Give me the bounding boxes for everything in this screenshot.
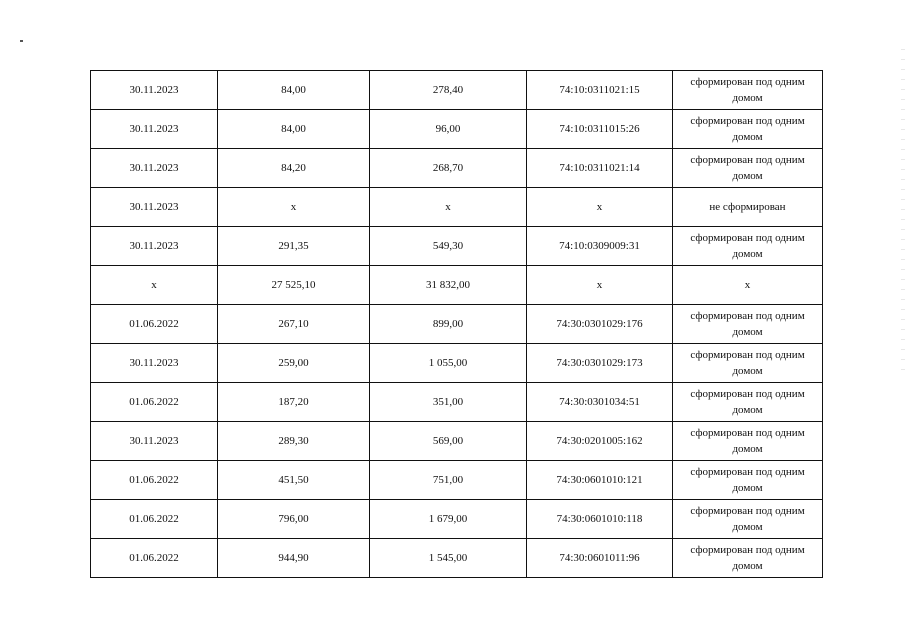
- area-cell: 451,50: [218, 461, 370, 500]
- cadastral-number-cell: x: [527, 266, 673, 305]
- cadastral-number-cell: 74:10:0309009:31: [527, 227, 673, 266]
- date-cell: 30.11.2023: [91, 422, 218, 461]
- table-row: [91, 149, 823, 188]
- table-row: [91, 344, 823, 383]
- status-cell: сформирован под одним домом: [673, 149, 823, 188]
- table-row: [91, 539, 823, 578]
- date-cell: 30.11.2023: [91, 344, 218, 383]
- area-cell: 27 525,10: [218, 266, 370, 305]
- area-cell: 351,00: [370, 383, 527, 422]
- date-cell: 01.06.2022: [91, 383, 218, 422]
- area-cell: 259,00: [218, 344, 370, 383]
- table-row: [91, 422, 823, 461]
- date-cell: 01.06.2022: [91, 539, 218, 578]
- status-cell: не сформирован: [673, 188, 823, 227]
- cadastral-number-cell: x: [527, 188, 673, 227]
- area-cell: 1 679,00: [370, 500, 527, 539]
- date-cell: 30.11.2023: [91, 188, 218, 227]
- table-body: [91, 71, 823, 578]
- status-cell: сформирован под одним домом: [673, 383, 823, 422]
- area-cell: 751,00: [370, 461, 527, 500]
- cadastral-number-cell: 74:10:0311021:14: [527, 149, 673, 188]
- date-cell: x: [91, 266, 218, 305]
- cadastral-number-cell: 74:10:0311015:26: [527, 110, 673, 149]
- area-cell: x: [370, 188, 527, 227]
- area-cell: 1 545,00: [370, 539, 527, 578]
- area-cell: x: [218, 188, 370, 227]
- cadastral-number-cell: 74:30:0201005:162: [527, 422, 673, 461]
- status-cell: сформирован под одним домом: [673, 461, 823, 500]
- area-cell: 549,30: [370, 227, 527, 266]
- cadastral-number-cell: 74:30:0601011:96: [527, 539, 673, 578]
- cadastral-number-cell: 74:30:0601010:118: [527, 500, 673, 539]
- status-cell: сформирован под одним домом: [673, 110, 823, 149]
- table-row: [91, 461, 823, 500]
- date-cell: 30.11.2023: [91, 149, 218, 188]
- area-cell: 84,20: [218, 149, 370, 188]
- scan-edge-noise: [901, 40, 905, 370]
- date-cell: 30.11.2023: [91, 110, 218, 149]
- status-cell: сформирован под одним домом: [673, 305, 823, 344]
- cadastral-number-cell: 74:30:0301029:173: [527, 344, 673, 383]
- table-row: [91, 500, 823, 539]
- area-cell: 268,70: [370, 149, 527, 188]
- area-cell: 899,00: [370, 305, 527, 344]
- table-row: [91, 188, 823, 227]
- status-cell: сформирован под одним домом: [673, 539, 823, 578]
- area-cell: 31 832,00: [370, 266, 527, 305]
- date-cell: 01.06.2022: [91, 461, 218, 500]
- area-cell: 289,30: [218, 422, 370, 461]
- scan-speck: [20, 40, 23, 42]
- area-cell: 84,00: [218, 71, 370, 110]
- area-cell: 96,00: [370, 110, 527, 149]
- area-cell: 267,10: [218, 305, 370, 344]
- area-cell: 796,00: [218, 500, 370, 539]
- cadastral-number-cell: 74:30:0301034:51: [527, 383, 673, 422]
- cadastral-number-cell: 74:10:0311021:15: [527, 71, 673, 110]
- area-cell: 569,00: [370, 422, 527, 461]
- data-table: [90, 70, 823, 578]
- date-cell: 30.11.2023: [91, 227, 218, 266]
- area-cell: 944,90: [218, 539, 370, 578]
- status-cell: x: [673, 266, 823, 305]
- table-row: [91, 71, 823, 110]
- table-row: [91, 383, 823, 422]
- cadastral-number-cell: 74:30:0301029:176: [527, 305, 673, 344]
- status-cell: сформирован под одним домом: [673, 344, 823, 383]
- date-cell: 01.06.2022: [91, 500, 218, 539]
- table-row: [91, 305, 823, 344]
- status-cell: сформирован под одним домом: [673, 71, 823, 110]
- status-cell: сформирован под одним домом: [673, 227, 823, 266]
- date-cell: 01.06.2022: [91, 305, 218, 344]
- status-cell: сформирован под одним домом: [673, 500, 823, 539]
- status-cell: сформирован под одним домом: [673, 422, 823, 461]
- area-cell: 187,20: [218, 383, 370, 422]
- area-cell: 278,40: [370, 71, 527, 110]
- table-row: [91, 266, 823, 305]
- area-cell: 1 055,00: [370, 344, 527, 383]
- date-cell: 30.11.2023: [91, 71, 218, 110]
- table-row: [91, 227, 823, 266]
- cadastral-number-cell: 74:30:0601010:121: [527, 461, 673, 500]
- area-cell: 84,00: [218, 110, 370, 149]
- area-cell: 291,35: [218, 227, 370, 266]
- table-row: [91, 110, 823, 149]
